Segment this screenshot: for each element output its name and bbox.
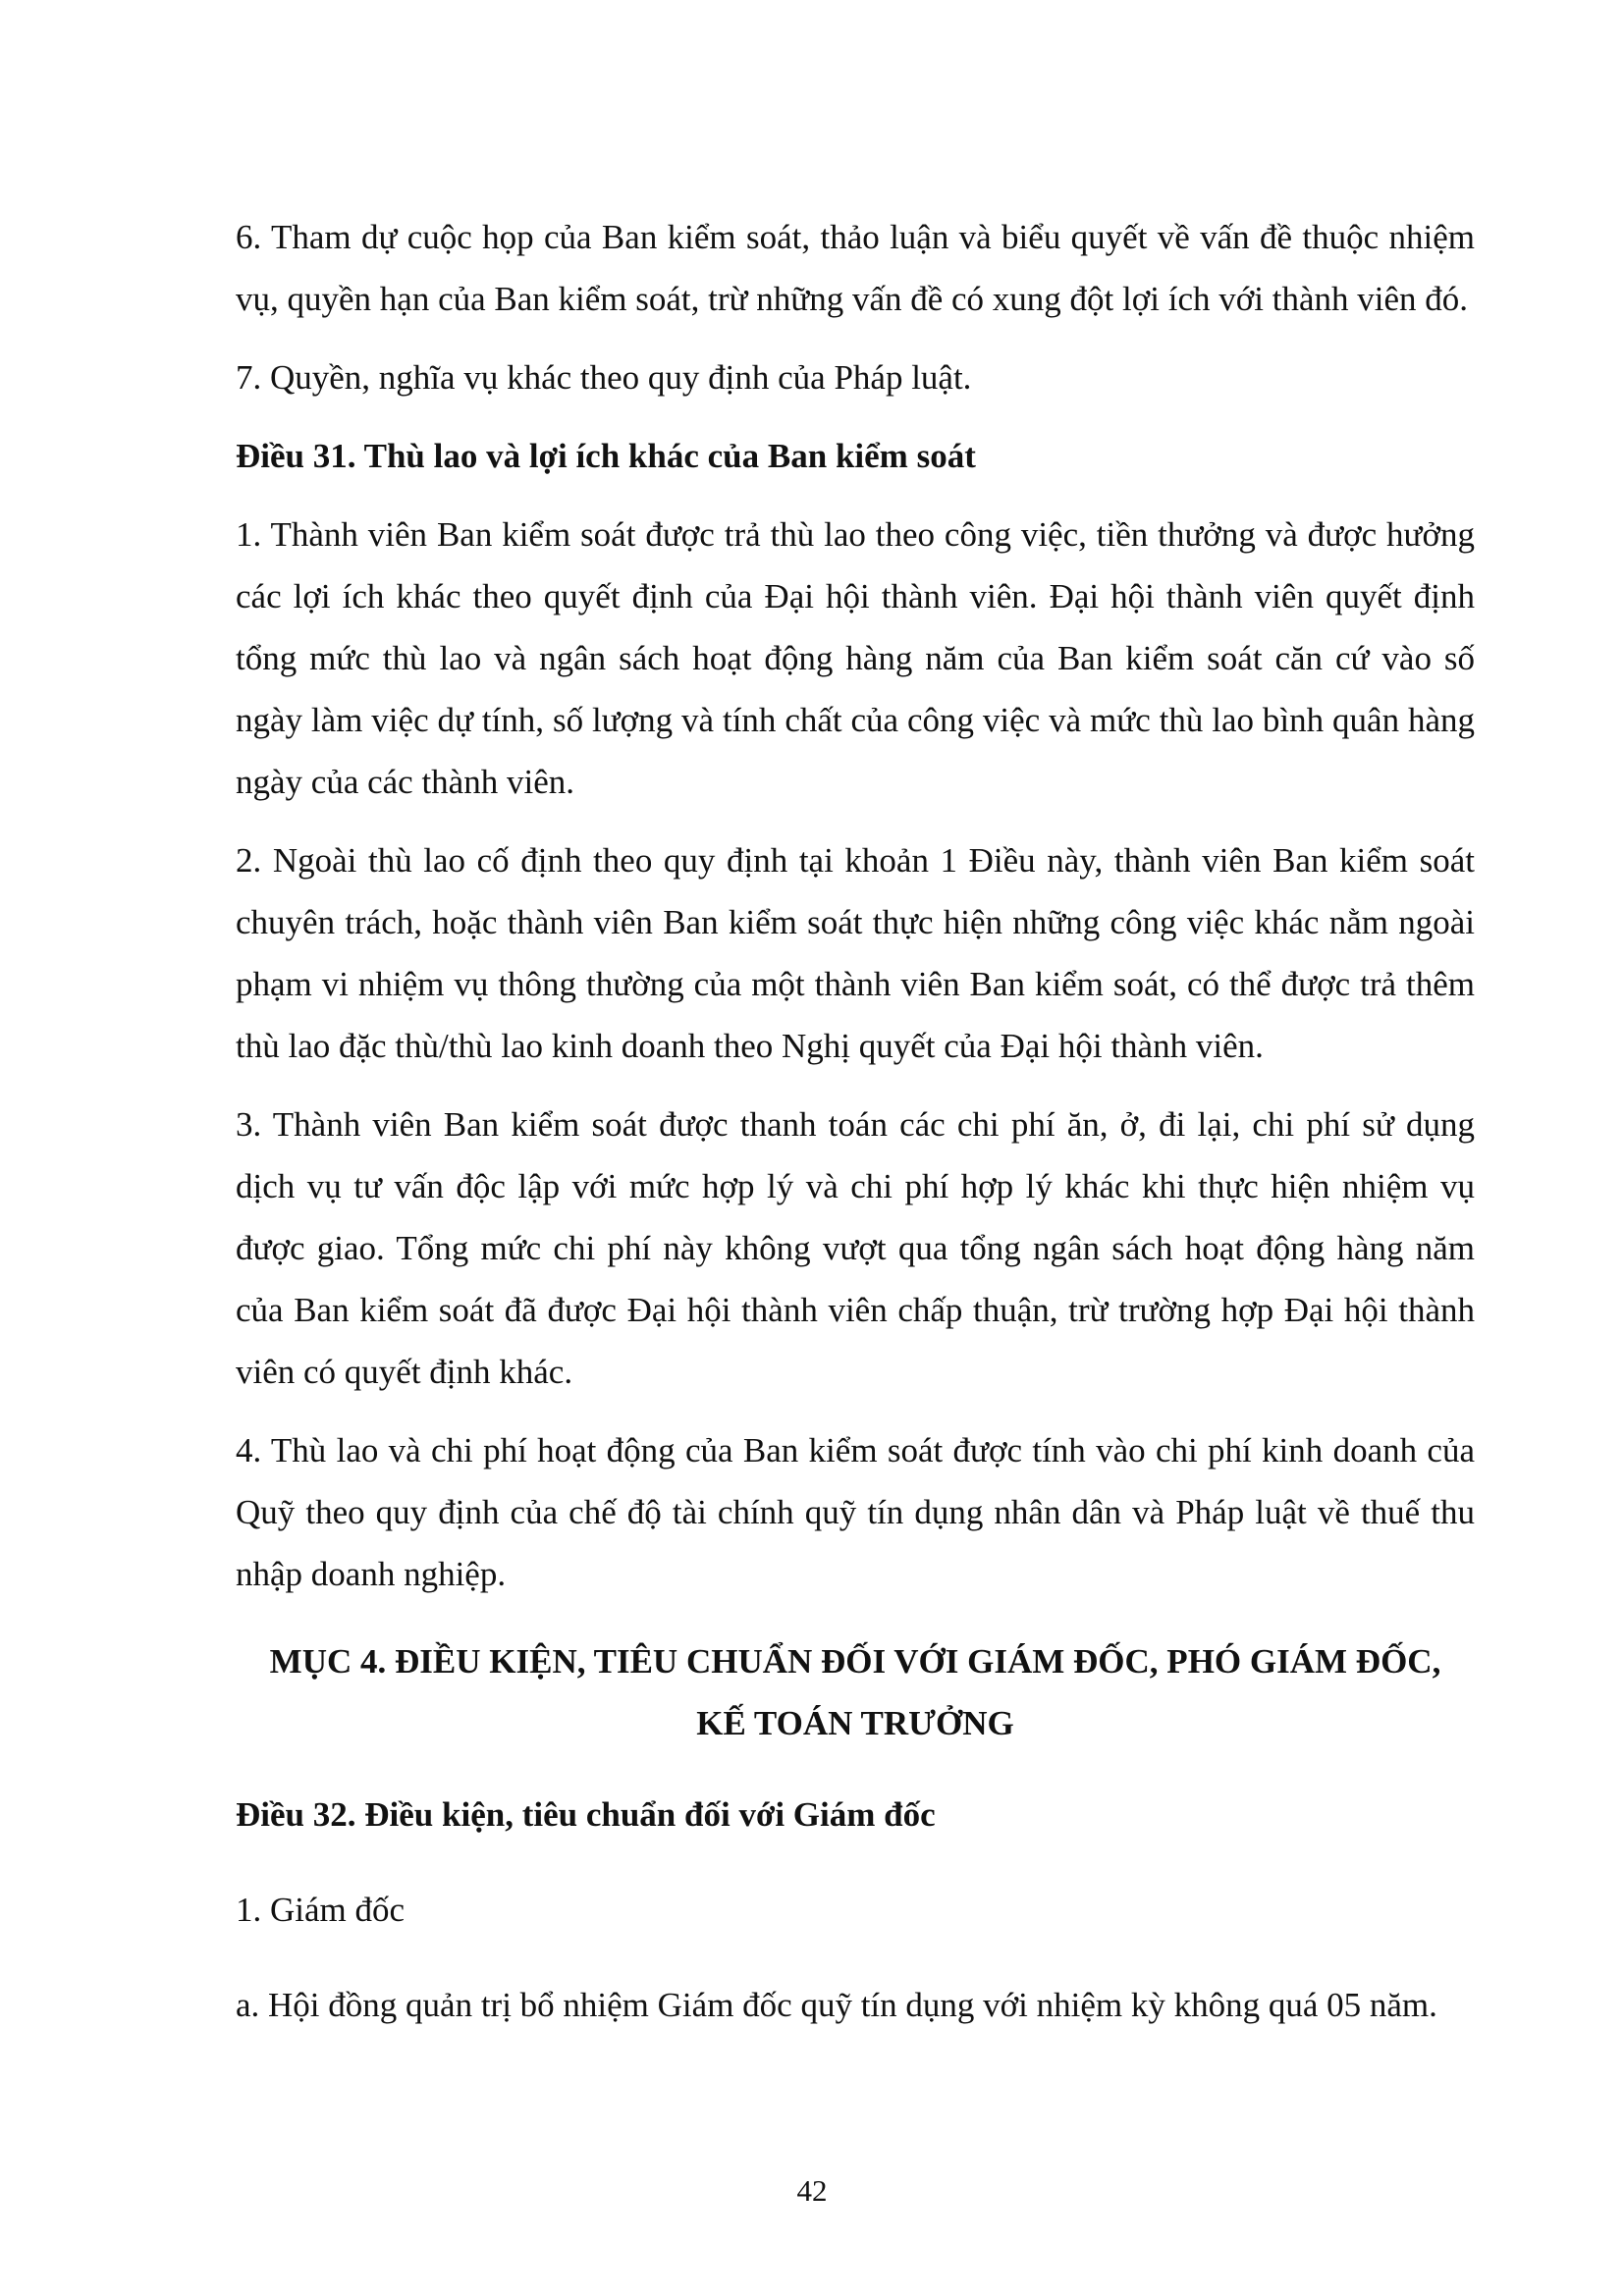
paragraph-item-6: 6. Tham dự cuộc họp của Ban kiểm soát, thảo luận và biểu quyết về vấn đề thuộc nhiệm vụ, quyền hạn của Ban kiểm soát, trừ những vấn đề có xung đột lợi ích với thành viên đó. xyxy=(236,218,1475,318)
section-4-heading-line-2: KẾ TOÁN TRƯỞNG xyxy=(696,1704,1014,1742)
article-32-heading: Điều 32. Điều kiện, tiêu chuẩn đối với Giám đốc xyxy=(236,1795,936,1834)
article-32-clause-1: 1. Giám đốc xyxy=(236,1891,406,1929)
article-31-clause-3: 3. Thành viên Ban kiểm soát được thanh toán các chi phí ăn, ở, đi lại, chi phí sử dụng dịch vụ tư vấn độc lập với mức hợp lý và chi phí hợp lý khác khi thực hiện nhiệm vụ được giao. Tổng mức chi phí này không vượt qua tổng ngân sách hoạt động hàng năm của Ban kiểm soát đã được Đại hội thành viên chấp thuận, trừ trường hợp Đại hội thành viên có quyết định khác. xyxy=(236,1105,1475,1391)
article-31-clause-1: 1. Thành viên Ban kiểm soát được trả thù lao theo công việc, tiền thưởng và được hưởng các lợi ích khác theo quyết định của Đại hội thành viên. Đại hội thành viên quyết định tổng mức thù lao và ngân sách hoạt động hàng năm của Ban kiểm soát căn cứ vào số ngày làm việc dự tính, số lượng và tính chất của công việc và mức thù lao bình quân hàng ngày của các thành viên. xyxy=(236,515,1475,801)
article-31-clause-2: 2. Ngoài thù lao cố định theo quy định tại khoản 1 Điều này, thành viên Ban kiểm soát chuyên trách, hoặc thành viên Ban kiểm soát thực hiện những công việc khác nằm ngoài phạm vi nhiệm vụ thông thường của một thành viên Ban kiểm soát, có thể được trả thêm thù lao đặc thù/thù lao kinh doanh theo Nghị quyết của Đại hội thành viên. xyxy=(236,841,1475,1065)
paragraph-item-7: 7. Quyền, nghĩa vụ khác theo quy định của Pháp luật. xyxy=(236,358,972,397)
section-4-heading xyxy=(236,1630,1475,1754)
article-31-clause-4: 4. Thù lao và chi phí hoạt động của Ban kiểm soát được tính vào chi phí kinh doanh của Quỹ theo quy định của chế độ tài chính quỹ tín dụng nhân dân và Pháp luật về thuế thu nhập doanh nghiệp. xyxy=(236,1431,1475,1593)
section-4-heading-line-1: MỤC 4. ĐIỀU KIỆN, TIÊU CHUẨN ĐỐI VỚI GIÁM ĐỐC, PHÓ GIÁM ĐỐC, xyxy=(269,1642,1441,1681)
page-number: 42 xyxy=(796,2173,828,2208)
article-32-clause-1a: a. Hội đồng quản trị bổ nhiệm Giám đốc quỹ tín dụng với nhiệm kỳ không quá 05 năm. xyxy=(236,1986,1437,2024)
article-31-heading: Điều 31. Thù lao và lợi ích khác của Ban kiểm soát xyxy=(236,437,976,475)
document-page xyxy=(236,206,1475,2053)
